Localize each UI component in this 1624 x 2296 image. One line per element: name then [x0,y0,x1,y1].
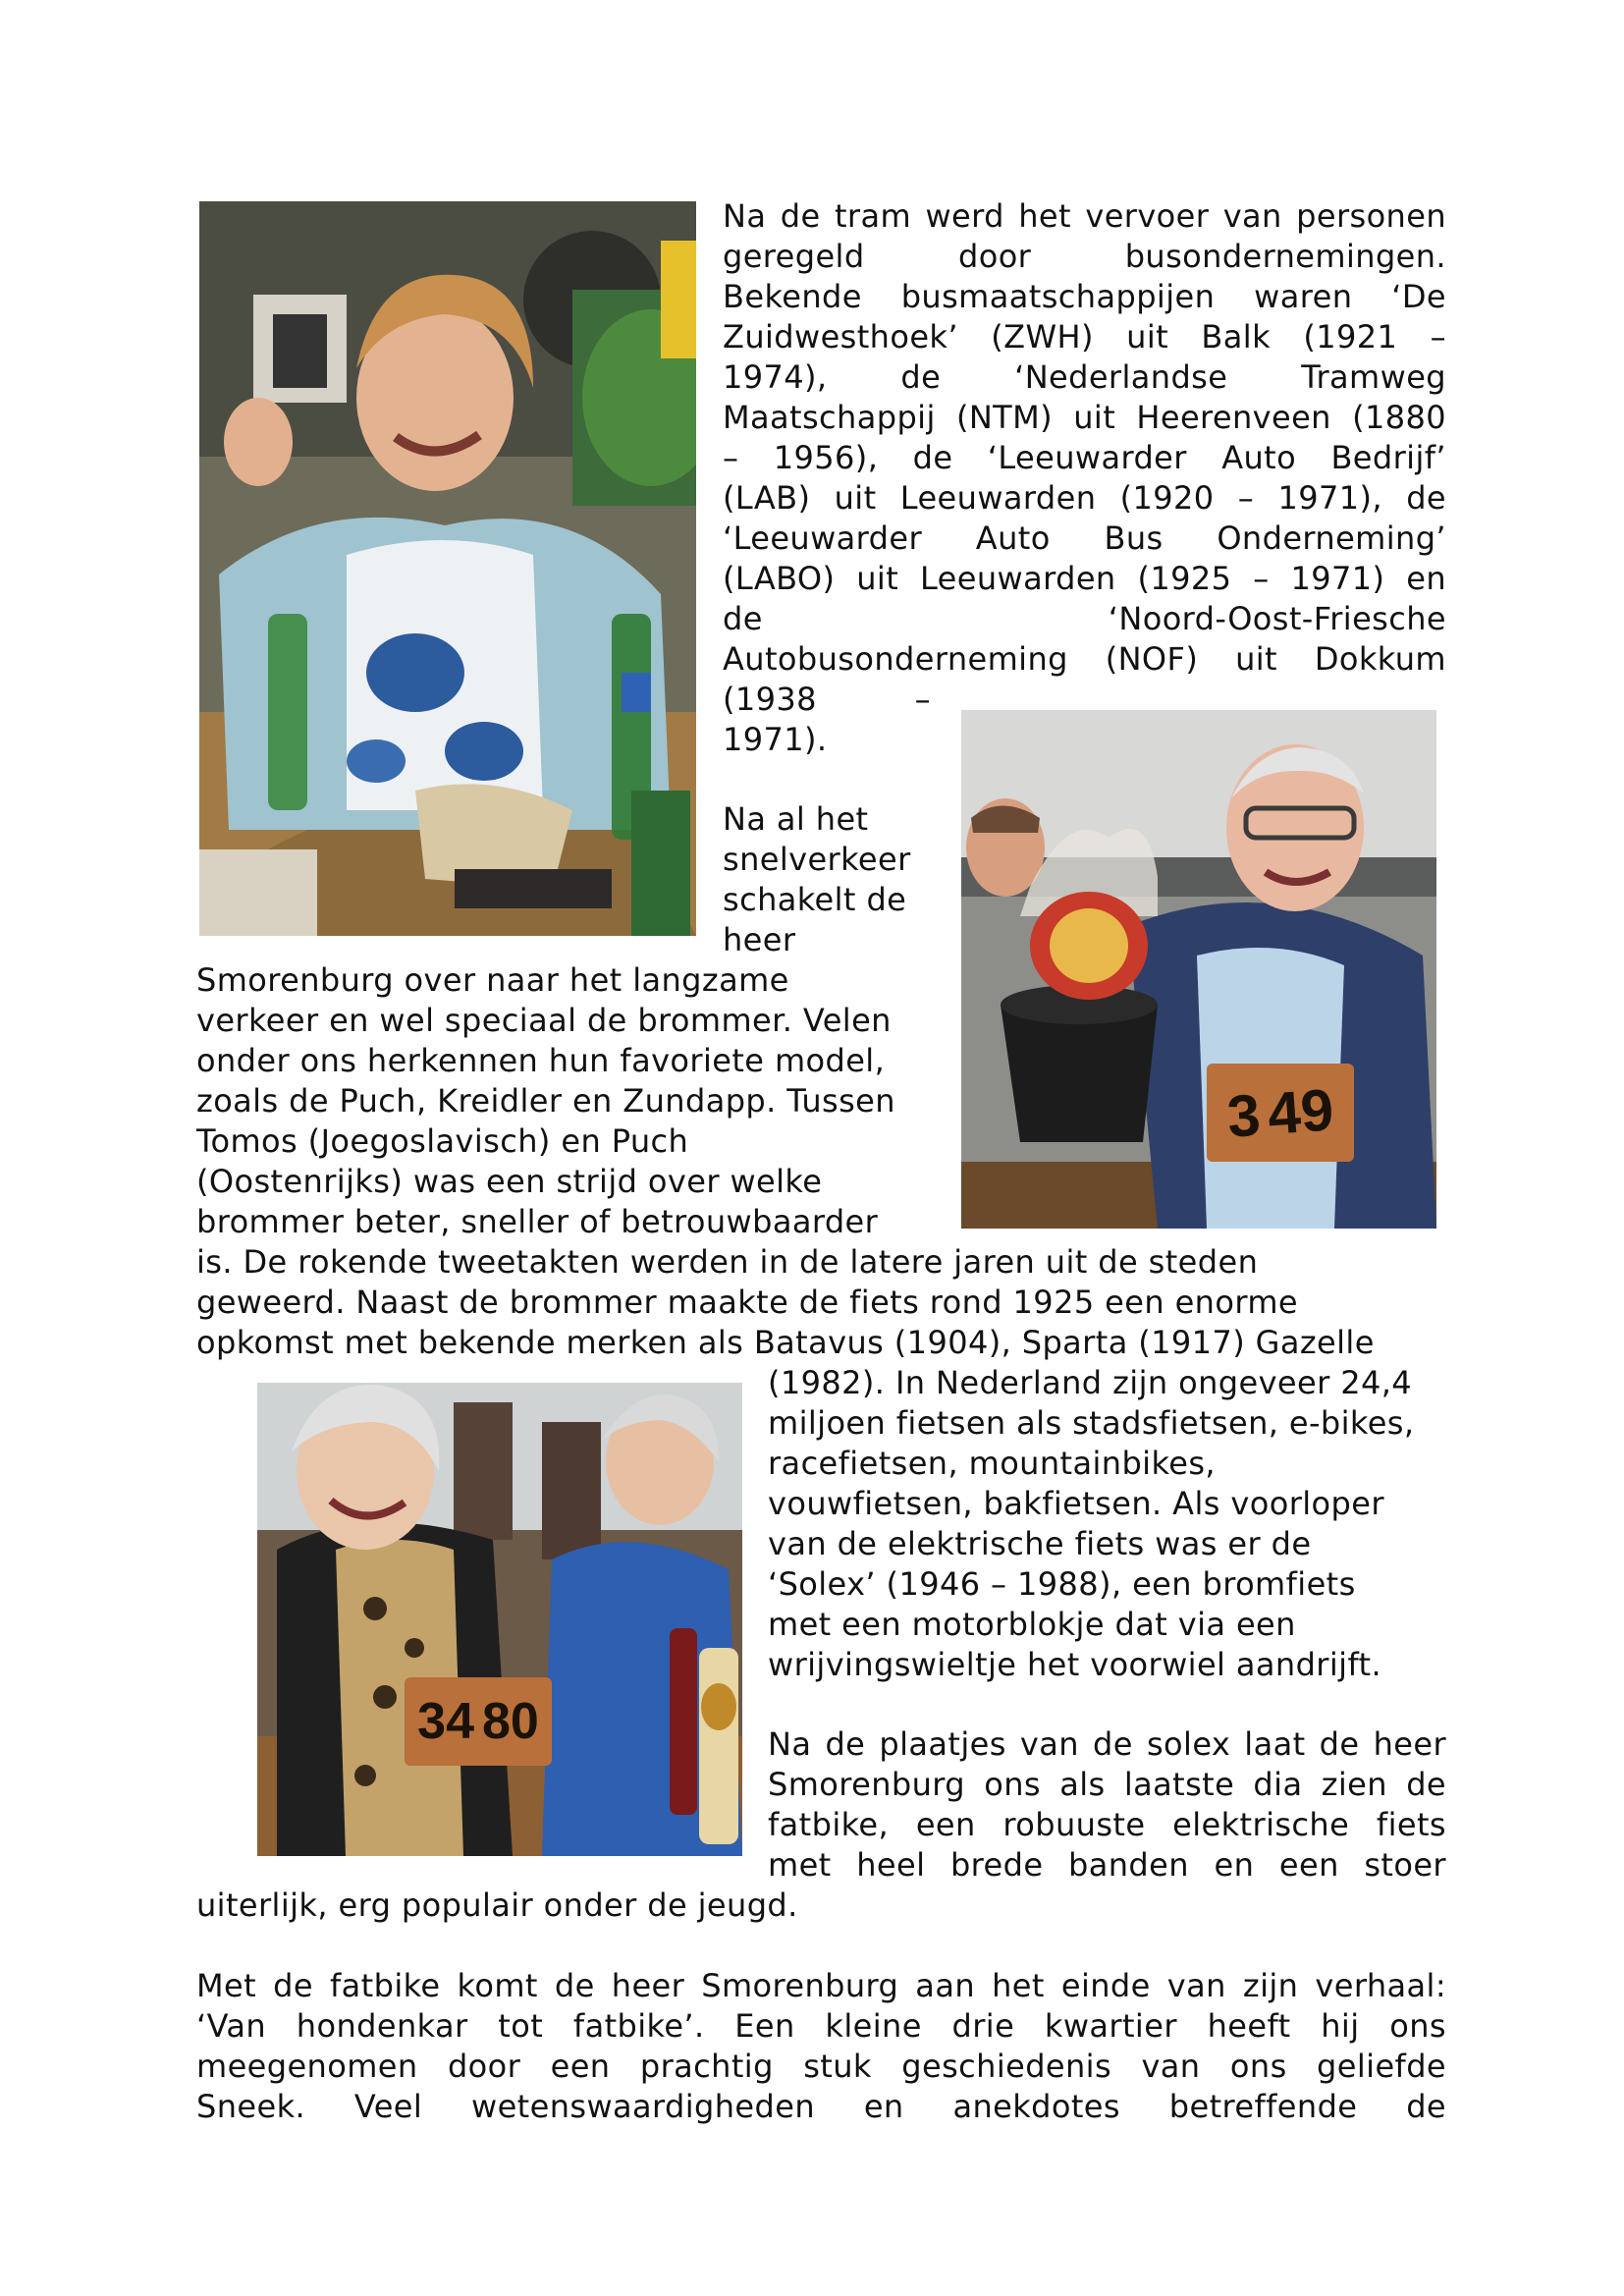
text-line: 1974), de ‘Nederlandse Tramweg [723,358,1446,396]
plate-right-number: 49 [1266,1075,1336,1147]
plate-left-number: 34 [417,1693,474,1750]
paragraph-solex-fatbike [196,1724,1446,1926]
text-line: miljoen fietsen als stadsfietsen, e-bikes, [768,1404,1415,1442]
text-line: racefietsen, mountainbikes, [768,1445,1216,1482]
paragraph-buses [723,196,1446,760]
text-line: Zuidwesthoek’ (ZWH) uit Balk (1921 – [723,318,1446,355]
text-line: (1982). In Nederland zijn ongeveer 24,4 [768,1364,1413,1401]
text-line: 1971). [723,721,828,758]
plate-right-number: 80 [482,1693,539,1750]
text-line: Autobusonderneming (NOF) uit Dokkum [723,640,1446,678]
text-line: Bekende busmaatschappijen waren ‘De [723,278,1446,315]
text-line: Na de plaatjes van de solex laat de heer [768,1725,1446,1763]
text-line: Smorenburg ons als laatste dia zien de [768,1766,1446,1803]
text-line: met een motorblokje dat via een [768,1606,1296,1643]
text-line: fatbike, een robuuste elektrische fiets [768,1806,1446,1843]
text-line: ‘Leeuwarder Auto Bus Onderneming’ [723,519,1446,557]
paragraph-conclusion [196,1966,1446,2127]
text-line: Na de tram werd het vervoer van personen [723,197,1446,235]
paragraph-brommer-fiets [196,799,1446,1685]
text-line: geweerd. Naast de brommer maakte de fiets rond 1925 een enorme [196,1284,1298,1321]
text-line: (LAB) uit Leeuwarden (1920 – 1971), de [723,479,1446,517]
text-line: snelverkeer [723,841,911,878]
text-line: vouwfietsen, bakfietsen. Als voorloper [768,1485,1384,1522]
text-line: Sneek. Veel wetenswaardigheden en anekdotes betreffende de [196,2088,1446,2125]
text-line: (Oostenrijks) was een strijd over welke [196,1163,823,1200]
text-line: verkeer en wel speciaal de brommer. Velen [196,1002,892,1039]
text-line: meegenomen door een prachtig stuk geschiedenis van ons geliefde [196,2048,1446,2085]
text-line: heer [723,921,796,958]
text-line: met heel brede banden en een stoer [768,1846,1446,1884]
text-line: is. De rokende tweetakten werden in de latere jaren uit de steden [196,1243,1259,1281]
text-line: ‘Van hondenkar tot fatbike’. Een kleine drie kwartier heeft hij ons [196,2007,1446,2045]
text-line: opkomst met bekende merken als Batavus (1904), Sparta (1917) Gazelle [196,1324,1375,1361]
text-line: (1938 – [723,681,931,718]
text-line: zoals de Puch, Kreidler en Zundapp. Tussen [196,1082,895,1120]
text-line: Met de fatbike komt de heer Smorenburg aan het einde van zijn verhaal: [196,1967,1446,2004]
text-line: geregeld door busondernemingen. [723,238,1446,275]
text-line: de ‘Noord-Oost-Friesche [723,600,1446,637]
text-line: Smorenburg over naar het langzame [196,961,789,999]
plate-left-number: 3 [1224,1081,1263,1150]
text-line: – 1956), de ‘Leeuwarder Auto Bedrijf’ [723,439,1446,476]
text-line: Na al het [723,800,869,838]
text-line: ‘Solex’ (1946 – 1988), een bromfiets [768,1565,1356,1603]
text-line: van de elektrische fiets was er de [768,1525,1312,1562]
text-line: onder ons herkennen hun favoriete model, [196,1042,886,1079]
text-line: brommer beter, sneller of betrouwbaarder [196,1203,879,1240]
text-line: Tomos (Joegoslavisch) en Puch [196,1122,689,1160]
text-line: uiterlijk, erg populair onder de jeugd. [196,1886,798,1924]
text-line: Maatschappij (NTM) uit Heerenveen (1880 [723,399,1446,436]
text-line: (LABO) uit Leeuwarden (1925 – 1971) en [723,560,1446,597]
text-line: wrijvingswieltje het voorwiel aandrijft. [768,1646,1382,1683]
text-line: schakelt de [723,881,907,918]
